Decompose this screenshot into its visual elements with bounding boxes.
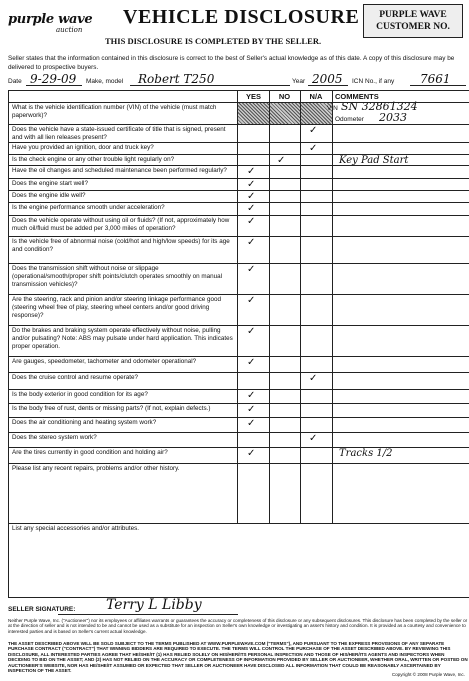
comments-column-header: COMMENTS bbox=[335, 92, 379, 101]
answer-checkmark[interactable]: ✓ bbox=[277, 155, 286, 166]
question-row bbox=[9, 263, 469, 294]
question-text: Does the transmission shift without noise or slippage (operational/smooth/proper shift points/clutch operates smoothly on manual transmission vehicles)? bbox=[12, 265, 223, 289]
purple-wave-logo bbox=[8, 12, 100, 38]
make-model-field[interactable]: Robert T250 bbox=[138, 72, 215, 86]
na-column-header: N/A bbox=[309, 92, 323, 101]
make-model-label: Make, model bbox=[86, 78, 124, 85]
question-row bbox=[9, 102, 469, 124]
question-row bbox=[9, 154, 469, 165]
answer-checkmark[interactable]: ✓ bbox=[247, 237, 256, 248]
icn-field[interactable]: 7661 bbox=[420, 72, 451, 86]
answer-checkmark[interactable]: ✓ bbox=[247, 166, 256, 177]
answer-comment[interactable]: Tracks 1/2 bbox=[339, 448, 393, 459]
customer-number-stamp bbox=[363, 4, 463, 38]
answer-checkmark[interactable]: ✓ bbox=[309, 433, 318, 444]
yes-column-header: YES bbox=[245, 92, 261, 101]
date-label: Date bbox=[8, 78, 22, 85]
question-text: Is the check engine or any other trouble light regularly on? bbox=[12, 156, 175, 163]
seller-signature-label: SELLER SIGNATURE: bbox=[8, 606, 76, 613]
question-row bbox=[9, 178, 469, 190]
answer-checkmark[interactable]: ✓ bbox=[309, 143, 318, 154]
question-text: Are the steering, rack and pinion and/or steering linkage performance good (steering wheel free of play, steering wheel centers and/or good driving response)? bbox=[12, 296, 221, 320]
question-text: Does the stereo system work? bbox=[12, 434, 97, 441]
question-row bbox=[9, 356, 469, 372]
question-text: Does the engine start well? bbox=[12, 180, 88, 187]
question-row bbox=[9, 124, 469, 142]
page-subtitle: THIS DISCLOSURE IS COMPLETED BY THE SELLER. bbox=[105, 36, 322, 46]
year-field[interactable]: 2005 bbox=[312, 72, 343, 86]
question-row bbox=[9, 165, 469, 178]
answer-checkmark[interactable]: ✓ bbox=[247, 357, 256, 368]
answer-checkmark[interactable]: ✓ bbox=[247, 418, 256, 429]
answer-comment[interactable]: Key Pad Start bbox=[339, 155, 409, 166]
question-text: Does the vehicle have a state-issued certificate of title that is signed, present and with all lien releases present? bbox=[12, 126, 226, 142]
answer-checkmark[interactable]: ✓ bbox=[247, 326, 256, 337]
year-label: Year bbox=[292, 78, 306, 85]
vin-field[interactable]: SN 32861324 bbox=[341, 100, 418, 113]
icn-label: ICN No., if any bbox=[352, 78, 395, 85]
question-row bbox=[9, 236, 469, 263]
answer-checkmark[interactable]: ✓ bbox=[247, 264, 256, 275]
odometer-label: Odometer bbox=[335, 116, 364, 123]
question-row bbox=[9, 463, 469, 523]
question-row bbox=[9, 389, 469, 403]
question-row bbox=[9, 142, 469, 154]
stamp-line-1: PURPLE WAVE bbox=[379, 10, 447, 20]
answer-checkmark[interactable]: ✓ bbox=[247, 191, 256, 202]
answer-checkmark[interactable]: ✓ bbox=[247, 295, 256, 306]
seller-signature[interactable]: Terry L Libby bbox=[106, 597, 202, 613]
question-row bbox=[9, 294, 469, 325]
disclaimer-text: Neither Purple Wave, Inc. ("Auctioneer") nor its employees or affiliates warrants or guarantees the accuracy or completeness of this disclosure or any subsequent disclosures. This disclosure has been completed by the seller or at the direction of seller and is not intended to be and cannot be used as a substitute for an inspection on Seller's own knowledge or investigating an asset's history and condition. It is provided as a courtesy and convenience to interested parties and is based on Seller's current actual knowledge. bbox=[8, 618, 468, 634]
odometer-field[interactable]: 2033 bbox=[379, 111, 407, 124]
question-text: What is the vehicle identification number (VIN) of the vehicle (must match paperwork)? bbox=[12, 104, 217, 120]
question-text: Does the engine idle well? bbox=[12, 192, 86, 199]
question-text: Do the brakes and braking system operate effectively without noise, pulling and/or pulsating? Note: ABS may pulsate under hard application. This indicates proper operation. bbox=[12, 327, 233, 351]
terms-disclaimer-text: THE ASSET DESCRIBED ABOVE WILL BE SOLD SUBJECT TO THE TERMS PUBLISHED AT WWW.PURPLEWAVE.COM ("TERMS"), AND PURSUANT TO THE EXPRESS PROVISIONS OF ANY SEPARATE PURCHASE CONTRACT ("CONTRACT") THAT WINNING BIDDERS ARE REQUIRED TO EXECUTE. THE TERMS WILL CONTROL THE PURCHASE OF THE ASSET DESCRIBED ABOVE. BY REVIEWING THIS DISCLOSURE, ALL INTERESTED PARTIES AGREE THAT HE/SHE/IT (1) HAS RELIED SOLELY ON HIS/HER/ITS PERSONAL INSPECTION AND THOSE OF HIS/HER/ITS AGENTS AND INSPECTORS WHEN DECIDING TO BID ON THE ASSET; AND (2) HAS NOT RELIED ON THE ACCURACY OR COMPLETENESS OF INFORMATION PROVIDED BY SELLER OR AUCTIONEER, WHETHER ORAL, WRITTEN OR POSTED ON AUCTIONEER'S WEBSITE, NOR HAS HE/SHE/IT ASSUMED OR EXPECTED THAT SELLER OR AUCTIONEER HAVE DISCLOSED ALL INFORMATION THAT COULD BE REASONABLY ASCERTAINED BY INSPECTION OF THE ASSET. bbox=[8, 641, 468, 674]
question-row bbox=[9, 372, 469, 389]
answer-checkmark[interactable]: ✓ bbox=[247, 203, 256, 214]
question-row bbox=[9, 215, 469, 236]
answer-checkmark[interactable]: ✓ bbox=[309, 373, 318, 384]
question-text: Does the cruise control and resume operate? bbox=[12, 374, 139, 381]
date-field[interactable]: 9-29-09 bbox=[30, 72, 77, 86]
answer-checkmark[interactable]: ✓ bbox=[247, 179, 256, 190]
answer-checkmark[interactable]: ✓ bbox=[309, 125, 318, 136]
no-column-header: NO bbox=[278, 92, 291, 101]
vehicle-info-row bbox=[8, 73, 468, 88]
question-text: List any special accessories and/or attributes. bbox=[12, 525, 140, 532]
stamp-line-2: CUSTOMER NO. bbox=[376, 22, 450, 32]
question-text: Have the oil changes and scheduled maintenance been performed regularly? bbox=[12, 167, 227, 174]
question-text: Does the vehicle operate without using oil or fluids? (If not, approximately how much oil/fluid must be added per 3,000 miles of operation? bbox=[12, 217, 230, 233]
question-row bbox=[9, 523, 469, 599]
logo-wordmark: purple wave bbox=[8, 12, 93, 27]
vin-label: VIN bbox=[327, 105, 338, 112]
answer-checkmark[interactable]: ✓ bbox=[247, 404, 256, 415]
question-text: Is the vehicle free of abnormal noise (cold/hot and high/low speeds) for its age and condition? bbox=[12, 238, 230, 254]
question-row bbox=[9, 202, 469, 215]
intro-statement: Seller states that the information contained in this disclosure is correct to the best of Seller's actual knowledge as of this date. A copy of this disclosure may be delivered to prospective buyers. bbox=[8, 55, 455, 71]
question-row bbox=[9, 447, 469, 463]
answer-checkmark[interactable]: ✓ bbox=[247, 216, 256, 227]
answer-checkmark[interactable]: ✓ bbox=[247, 448, 256, 459]
question-text: Please list any recent repairs, problems and/or other history. bbox=[12, 465, 180, 472]
question-row bbox=[9, 403, 469, 417]
question-row bbox=[9, 325, 469, 356]
question-text: Is the body exterior in good condition for its age? bbox=[12, 391, 148, 398]
question-text: Is the engine performance smooth under acceleration? bbox=[12, 204, 165, 211]
disclosure-table bbox=[8, 90, 469, 598]
question-row bbox=[9, 417, 469, 432]
answer-checkmark[interactable]: ✓ bbox=[247, 390, 256, 401]
question-row bbox=[9, 190, 469, 202]
question-text: Does the air conditioning and heating system work? bbox=[12, 419, 157, 426]
question-text: Are the tires currently in good condition and holding air? bbox=[12, 449, 168, 456]
page-title: VEHICLE DISCLOSURE bbox=[123, 6, 360, 28]
seller-signature-block bbox=[8, 597, 468, 616]
copyright: Copyright © 2008 Purple Wave, Inc. bbox=[391, 672, 465, 677]
question-text: Are gauges, speedometer, tachometer and odometer operational? bbox=[12, 358, 197, 365]
question-text: Have you provided an ignition, door and truck key? bbox=[12, 144, 154, 151]
question-text: Is the body free of rust, dents or missing parts? (If not, explain defects.) bbox=[12, 405, 211, 412]
logo-subtext: auction bbox=[56, 26, 83, 34]
question-row bbox=[9, 432, 469, 447]
